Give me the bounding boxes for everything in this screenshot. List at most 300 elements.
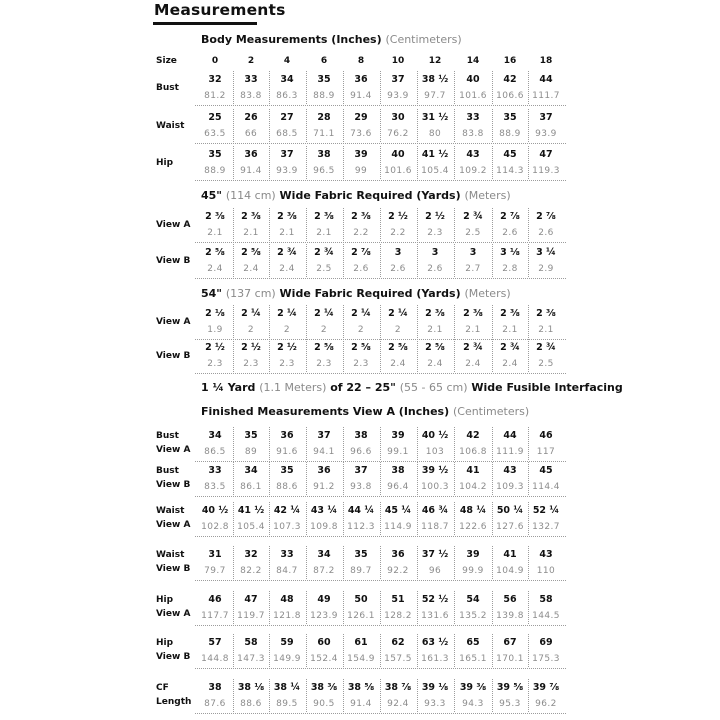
table-cell bbox=[455, 430, 492, 459]
column-divider bbox=[306, 208, 307, 241]
table-cell bbox=[233, 112, 270, 141]
value-inches: 46 bbox=[208, 594, 222, 605]
value-metric: 111.7 bbox=[532, 91, 560, 101]
column-divider bbox=[343, 109, 344, 142]
value-inches: 33 bbox=[466, 112, 480, 123]
column-divider bbox=[380, 502, 381, 535]
table-cell bbox=[417, 112, 454, 141]
column-divider bbox=[492, 146, 493, 179]
column-divider bbox=[417, 208, 418, 241]
size-header: 2 bbox=[247, 56, 255, 66]
value-inches: 28 bbox=[317, 112, 331, 123]
column-divider bbox=[380, 679, 381, 712]
value-metric: 2.1 bbox=[316, 228, 332, 238]
table-cell bbox=[380, 149, 417, 178]
value-inches: 2 ¾ bbox=[277, 247, 297, 258]
value-inches: 42 bbox=[503, 74, 517, 85]
heading-unit: (Meters) bbox=[464, 189, 511, 202]
value-inches: 39 ⅛ bbox=[421, 682, 449, 693]
column-divider bbox=[417, 462, 418, 495]
value-inches: 52 ½ bbox=[421, 594, 449, 605]
value-inches: 38 bbox=[354, 430, 368, 441]
column-divider bbox=[492, 109, 493, 142]
value-inches: 39 ⅞ bbox=[532, 682, 560, 693]
row-label-line: Waist bbox=[156, 550, 185, 560]
value-metric: 103 bbox=[425, 447, 445, 457]
column-divider bbox=[528, 71, 529, 104]
value-metric: 89.5 bbox=[276, 699, 298, 709]
size-label: Size bbox=[156, 56, 177, 66]
table-cell bbox=[306, 505, 343, 534]
row-label bbox=[156, 637, 190, 664]
value-inches: 50 bbox=[354, 594, 368, 605]
value-inches: 41 ½ bbox=[421, 149, 449, 160]
value-inches: 2 ⅝ bbox=[351, 342, 371, 353]
value-inches: 41 ½ bbox=[237, 505, 265, 516]
table-cell bbox=[269, 637, 306, 666]
value-metric: 81.2 bbox=[204, 91, 226, 101]
column-divider bbox=[492, 305, 493, 338]
column-divider bbox=[417, 591, 418, 624]
value-metric: 147.3 bbox=[237, 654, 265, 664]
value-metric: 91.4 bbox=[350, 91, 372, 101]
table-cell bbox=[197, 308, 234, 337]
value-metric: 91.2 bbox=[313, 482, 335, 492]
table-cell bbox=[455, 247, 492, 276]
value-metric: 2.2 bbox=[390, 228, 406, 238]
column-divider bbox=[380, 427, 381, 460]
size-header: 6 bbox=[320, 56, 328, 66]
value-inches: 2 ½ bbox=[205, 342, 225, 353]
table-cell bbox=[417, 247, 454, 276]
column-divider bbox=[528, 462, 529, 495]
table-cell bbox=[528, 211, 565, 240]
column-divider bbox=[417, 502, 418, 535]
column-divider bbox=[380, 244, 381, 277]
value-metric: 100.3 bbox=[421, 482, 449, 492]
page-title: Measurements bbox=[154, 1, 286, 19]
value-inches: 61 bbox=[354, 637, 368, 648]
value-inches: 2 ⅝ bbox=[314, 342, 334, 353]
column-divider bbox=[269, 71, 270, 104]
value-inches: 2 ⅞ bbox=[536, 211, 556, 222]
value-metric: 2.1 bbox=[279, 228, 295, 238]
row-label bbox=[156, 682, 191, 709]
heading-unit: (Meters) bbox=[464, 287, 511, 300]
column-divider bbox=[306, 462, 307, 495]
table-cell bbox=[528, 74, 565, 103]
column-divider bbox=[528, 208, 529, 241]
value-inches: 46 bbox=[539, 430, 553, 441]
row-label bbox=[156, 255, 190, 269]
table-cell bbox=[380, 74, 417, 103]
table-cell bbox=[455, 74, 492, 103]
row-divider bbox=[195, 536, 566, 537]
value-inches: 2 ⅞ bbox=[500, 211, 520, 222]
heading-unit: (55 - 65 cm) bbox=[399, 381, 468, 394]
row-label-line: View A bbox=[156, 317, 191, 327]
table-cell bbox=[528, 149, 565, 178]
value-metric: 92.4 bbox=[387, 699, 409, 709]
value-inches: 31 bbox=[208, 549, 222, 560]
table-cell bbox=[455, 682, 492, 711]
column-divider bbox=[380, 634, 381, 667]
table-cell bbox=[343, 594, 380, 623]
row-label-line: Waist bbox=[156, 121, 185, 131]
table-cell bbox=[269, 342, 306, 371]
value-inches: 63 ½ bbox=[421, 637, 449, 648]
value-inches: 2 ½ bbox=[277, 342, 297, 353]
column-divider bbox=[343, 305, 344, 338]
value-inches: 40 bbox=[466, 74, 480, 85]
section-heading bbox=[201, 189, 511, 202]
table-cell bbox=[343, 430, 380, 459]
value-metric: 106.6 bbox=[496, 91, 524, 101]
table-cell bbox=[417, 637, 454, 666]
value-metric: 92.2 bbox=[387, 566, 409, 576]
column-divider bbox=[343, 146, 344, 179]
table-cell bbox=[306, 308, 343, 337]
value-metric: 105.4 bbox=[421, 166, 449, 176]
column-divider bbox=[343, 462, 344, 495]
row-label-line: View A bbox=[156, 519, 191, 530]
value-metric: 144.8 bbox=[201, 654, 229, 664]
column-divider bbox=[380, 208, 381, 241]
row-label bbox=[156, 157, 173, 171]
value-inches: 38 ½ bbox=[421, 74, 449, 85]
value-metric: 2.4 bbox=[243, 264, 259, 274]
table-cell bbox=[455, 149, 492, 178]
value-metric: 112.3 bbox=[347, 522, 375, 532]
row-label-line: View B bbox=[156, 651, 191, 662]
row-divider bbox=[195, 373, 566, 374]
value-metric: 2.2 bbox=[353, 228, 369, 238]
row-label bbox=[156, 594, 190, 621]
value-metric: 99.1 bbox=[387, 447, 409, 457]
value-inches: 2 ¼ bbox=[388, 308, 408, 319]
column-divider bbox=[492, 634, 493, 667]
column-divider bbox=[269, 305, 270, 338]
value-inches: 2 ⅜ bbox=[205, 211, 225, 222]
row-divider bbox=[195, 625, 566, 626]
heading-unit: (114 cm) bbox=[225, 189, 276, 202]
value-metric: 88.6 bbox=[276, 482, 298, 492]
table-cell bbox=[343, 637, 380, 666]
value-inches: 3 ¼ bbox=[536, 247, 556, 258]
value-inches: 2 ⅞ bbox=[351, 247, 371, 258]
column-divider bbox=[417, 427, 418, 460]
column-divider bbox=[528, 502, 529, 535]
value-inches: 44 bbox=[539, 74, 553, 85]
value-metric: 2.6 bbox=[353, 264, 369, 274]
column-divider bbox=[233, 591, 234, 624]
value-inches: 48 bbox=[280, 594, 294, 605]
table-cell bbox=[306, 549, 343, 578]
column-divider bbox=[417, 339, 418, 372]
value-metric: 63.5 bbox=[204, 129, 226, 139]
table-cell bbox=[455, 112, 492, 141]
column-divider bbox=[380, 339, 381, 372]
value-inches: 38 ⅞ bbox=[384, 682, 412, 693]
heading-text: Wide Fabric Required (Yards) bbox=[275, 189, 465, 202]
value-inches: 34 bbox=[208, 430, 222, 441]
column-divider bbox=[233, 679, 234, 712]
table-cell bbox=[343, 112, 380, 141]
table-cell bbox=[492, 211, 529, 240]
value-inches: 42 ¼ bbox=[273, 505, 301, 516]
table-cell bbox=[380, 247, 417, 276]
value-metric: 2.3 bbox=[427, 228, 443, 238]
value-metric: 2.3 bbox=[316, 359, 332, 369]
column-divider bbox=[306, 71, 307, 104]
column-divider bbox=[343, 546, 344, 579]
value-inches: 39 bbox=[466, 549, 480, 560]
value-metric: 2 bbox=[357, 325, 365, 335]
heading-text: Body Measurements (Inches) bbox=[201, 33, 386, 46]
value-inches: 34 bbox=[280, 74, 294, 85]
value-metric: 2 bbox=[247, 325, 255, 335]
column-divider bbox=[454, 146, 455, 179]
table-cell bbox=[306, 74, 343, 103]
value-metric: 2.3 bbox=[207, 359, 223, 369]
value-inches: 2 ¾ bbox=[463, 211, 483, 222]
size-header: 10 bbox=[391, 56, 405, 66]
table-cell bbox=[197, 74, 234, 103]
column-divider bbox=[528, 634, 529, 667]
value-metric: 122.6 bbox=[459, 522, 487, 532]
table-cell bbox=[492, 549, 529, 578]
value-inches: 42 bbox=[466, 430, 480, 441]
value-inches: 30 bbox=[391, 112, 405, 123]
table-cell bbox=[343, 682, 380, 711]
value-inches: 38 ⅛ bbox=[237, 682, 265, 693]
value-metric: 2.4 bbox=[502, 359, 518, 369]
table-cell bbox=[417, 549, 454, 578]
column-divider bbox=[269, 339, 270, 372]
size-header: 8 bbox=[357, 56, 365, 66]
value-inches: 2 ¾ bbox=[463, 342, 483, 353]
value-metric: 87.6 bbox=[204, 699, 226, 709]
value-inches: 2 ⅜ bbox=[241, 211, 261, 222]
value-metric: 119.7 bbox=[237, 611, 265, 621]
value-inches: 36 bbox=[280, 430, 294, 441]
column-divider bbox=[233, 71, 234, 104]
column-divider bbox=[454, 502, 455, 535]
row-label-line: View B bbox=[156, 351, 191, 361]
value-inches: 2 ⅜ bbox=[314, 211, 334, 222]
value-inches: 2 ½ bbox=[388, 211, 408, 222]
column-divider bbox=[417, 305, 418, 338]
column-divider bbox=[269, 546, 270, 579]
value-metric: 96.6 bbox=[350, 447, 372, 457]
table-cell bbox=[233, 637, 270, 666]
column-divider bbox=[343, 208, 344, 241]
value-metric: 114.9 bbox=[384, 522, 412, 532]
column-divider bbox=[417, 244, 418, 277]
column-divider bbox=[454, 339, 455, 372]
column-divider bbox=[380, 591, 381, 624]
heading-text: Wide Fabric Required (Yards) bbox=[275, 287, 465, 300]
value-metric: 154.9 bbox=[347, 654, 375, 664]
table-cell bbox=[455, 342, 492, 371]
column-divider bbox=[492, 427, 493, 460]
value-metric: 2.9 bbox=[538, 264, 554, 274]
column-divider bbox=[492, 591, 493, 624]
value-inches: 40 bbox=[391, 149, 405, 160]
table-cell bbox=[380, 465, 417, 494]
value-metric: 93.9 bbox=[276, 166, 298, 176]
table-cell bbox=[269, 112, 306, 141]
row-label-line: Bust bbox=[156, 466, 179, 476]
column-divider bbox=[380, 305, 381, 338]
value-metric: 68.5 bbox=[276, 129, 298, 139]
table-cell bbox=[492, 247, 529, 276]
heading-text: 45" bbox=[201, 189, 226, 202]
table-cell bbox=[269, 465, 306, 494]
column-divider bbox=[492, 546, 493, 579]
heading-unit: (137 cm) bbox=[225, 287, 276, 300]
value-metric: 93.9 bbox=[387, 91, 409, 101]
value-inches: 58 bbox=[539, 594, 553, 605]
value-metric: 2.3 bbox=[279, 359, 295, 369]
value-metric: 83.8 bbox=[240, 91, 262, 101]
table-cell bbox=[306, 465, 343, 494]
column-divider bbox=[343, 502, 344, 535]
size-header: 4 bbox=[283, 56, 291, 66]
heading-unit: (1.1 Meters) bbox=[259, 381, 327, 394]
size-header: 16 bbox=[503, 56, 517, 66]
table-cell bbox=[233, 465, 270, 494]
column-divider bbox=[380, 462, 381, 495]
value-inches: 52 ¼ bbox=[532, 505, 560, 516]
value-metric: 104.9 bbox=[496, 566, 524, 576]
value-inches: 51 bbox=[391, 594, 405, 605]
table-cell bbox=[269, 549, 306, 578]
column-divider bbox=[417, 679, 418, 712]
value-metric: 110 bbox=[536, 566, 556, 576]
value-inches: 39 ⅝ bbox=[496, 682, 524, 693]
value-inches: 29 bbox=[354, 112, 368, 123]
table-cell bbox=[417, 308, 454, 337]
section-heading bbox=[201, 33, 462, 46]
table-cell bbox=[417, 149, 454, 178]
value-metric: 2.4 bbox=[390, 359, 406, 369]
value-metric: 88.6 bbox=[240, 699, 262, 709]
column-divider bbox=[233, 305, 234, 338]
value-metric: 97.7 bbox=[424, 91, 446, 101]
table-cell bbox=[269, 149, 306, 178]
table-cell bbox=[233, 505, 270, 534]
value-metric: 2 bbox=[320, 325, 328, 335]
table-cell bbox=[380, 430, 417, 459]
value-inches: 2 ½ bbox=[241, 342, 261, 353]
table-cell bbox=[269, 247, 306, 276]
row-label-line: Hip bbox=[156, 638, 174, 648]
value-inches: 26 bbox=[244, 112, 258, 123]
value-inches: 2 ¾ bbox=[536, 342, 556, 353]
value-inches: 33 bbox=[208, 465, 222, 476]
table-cell bbox=[197, 342, 234, 371]
column-divider bbox=[233, 208, 234, 241]
value-inches: 59 bbox=[280, 637, 294, 648]
table-cell bbox=[528, 342, 565, 371]
value-inches: 33 bbox=[244, 74, 258, 85]
value-inches: 2 ¾ bbox=[314, 247, 334, 258]
value-inches: 35 bbox=[354, 549, 368, 560]
table-cell bbox=[197, 211, 234, 240]
value-inches: 37 bbox=[317, 430, 331, 441]
value-metric: 91.4 bbox=[240, 166, 262, 176]
table-cell bbox=[455, 211, 492, 240]
value-metric: 71.1 bbox=[313, 129, 335, 139]
column-divider bbox=[269, 208, 270, 241]
value-metric: 82.2 bbox=[240, 566, 262, 576]
value-metric: 86.3 bbox=[276, 91, 298, 101]
value-inches: 57 bbox=[208, 637, 222, 648]
column-divider bbox=[454, 244, 455, 277]
column-divider bbox=[306, 146, 307, 179]
table-cell bbox=[197, 149, 234, 178]
value-inches: 43 ¼ bbox=[310, 505, 338, 516]
value-inches: 48 ¼ bbox=[459, 505, 487, 516]
value-inches: 2 ⅝ bbox=[388, 342, 408, 353]
value-inches: 37 bbox=[354, 465, 368, 476]
value-metric: 121.8 bbox=[273, 611, 301, 621]
column-divider bbox=[306, 244, 307, 277]
value-metric: 88.9 bbox=[204, 166, 226, 176]
value-metric: 73.6 bbox=[350, 129, 372, 139]
table-cell bbox=[492, 682, 529, 711]
value-metric: 99 bbox=[354, 166, 368, 176]
value-metric: 111.9 bbox=[496, 447, 524, 457]
value-metric: 96 bbox=[428, 566, 442, 576]
table-cell bbox=[343, 308, 380, 337]
row-label-line: Bust bbox=[156, 83, 179, 93]
table-cell bbox=[233, 247, 270, 276]
value-metric: 2.3 bbox=[353, 359, 369, 369]
column-divider bbox=[306, 502, 307, 535]
value-inches: 2 ⅜ bbox=[277, 211, 297, 222]
value-inches: 2 ⅝ bbox=[425, 342, 445, 353]
column-divider bbox=[454, 591, 455, 624]
column-divider bbox=[233, 462, 234, 495]
table-cell bbox=[197, 505, 234, 534]
value-metric: 2 bbox=[394, 325, 402, 335]
column-divider bbox=[454, 71, 455, 104]
column-divider bbox=[528, 591, 529, 624]
table-cell bbox=[306, 247, 343, 276]
value-inches: 2 ¼ bbox=[314, 308, 334, 319]
value-metric: 2.5 bbox=[465, 228, 481, 238]
value-metric: 2.1 bbox=[207, 228, 223, 238]
table-cell bbox=[380, 594, 417, 623]
table-cell bbox=[233, 594, 270, 623]
column-divider bbox=[417, 71, 418, 104]
value-metric: 127.6 bbox=[496, 522, 524, 532]
table-cell bbox=[306, 430, 343, 459]
value-inches: 43 bbox=[539, 549, 553, 560]
value-inches: 2 ⅜ bbox=[463, 308, 483, 319]
column-divider bbox=[233, 546, 234, 579]
value-inches: 39 ⅜ bbox=[459, 682, 487, 693]
column-divider bbox=[454, 634, 455, 667]
column-divider bbox=[306, 305, 307, 338]
row-label-line: View B bbox=[156, 563, 191, 574]
table-cell bbox=[343, 74, 380, 103]
table-cell bbox=[455, 505, 492, 534]
column-divider bbox=[454, 427, 455, 460]
row-label bbox=[156, 549, 190, 576]
